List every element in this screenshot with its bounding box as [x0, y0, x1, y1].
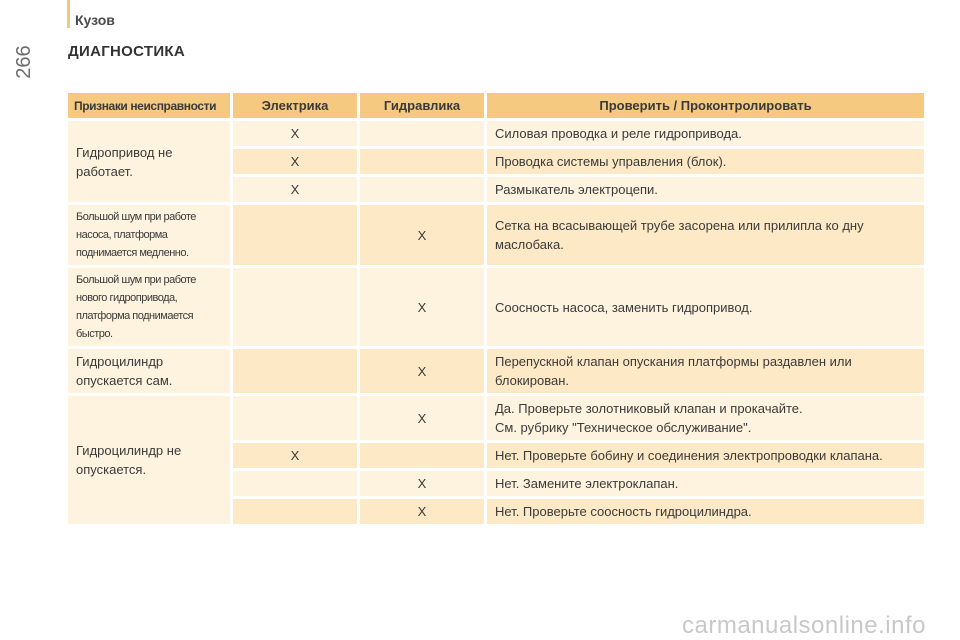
- page-title: ДИАГНОСТИКА: [68, 43, 185, 60]
- action-cell: Нет. Проверьте бобину и соединения электропроводки клапана.: [487, 443, 924, 468]
- action-cell: Нет. Замените электроклапан.: [487, 471, 924, 496]
- electric-cell: [233, 268, 357, 346]
- hydraulic-cell: [360, 177, 484, 202]
- electric-cell: X: [233, 121, 357, 146]
- header-hydraulic: Гидравлика: [360, 93, 484, 118]
- action-line: Да. Проверьте золотниковый клапан и прокачайте.: [495, 401, 803, 416]
- action-cell: Перепускной клапан опускания платформы раздавлен или блокирован.: [487, 349, 924, 393]
- electric-cell: [233, 499, 357, 524]
- table-row: [68, 396, 924, 440]
- action-cell: Силовая проводка и реле гидропривода.: [487, 121, 924, 146]
- electric-cell: [233, 205, 357, 265]
- action-line: См. рубрику "Техническое обслуживание".: [495, 420, 752, 435]
- section-accent-bar: [67, 0, 70, 28]
- hydraulic-cell: [360, 443, 484, 468]
- electric-cell: [233, 471, 357, 496]
- hydraulic-cell: [360, 121, 484, 146]
- action-cell: Сетка на всасывающей трубе засорена или прилипла ко дну маслобака.: [487, 205, 924, 265]
- electric-cell: X: [233, 443, 357, 468]
- action-cell: [487, 396, 924, 440]
- hydraulic-cell: X: [360, 499, 484, 524]
- header-symptoms: Признаки неисправности: [68, 93, 230, 118]
- table-row: [68, 205, 924, 265]
- symptom-cell: Гидропривод не работает.: [68, 121, 230, 202]
- table-row: [68, 268, 924, 346]
- electric-cell: [233, 396, 357, 440]
- table-header-row: [68, 93, 924, 118]
- table-row: [68, 121, 924, 146]
- electric-cell: [233, 349, 357, 393]
- symptom-cell: Гидроцилиндр опускается сам.: [68, 349, 230, 393]
- symptom-cell: Большой шум при работе нового гидропривода, платформа поднимается быстро.: [68, 268, 230, 346]
- symptom-cell: Гидроцилиндр не опускается.: [68, 396, 230, 524]
- action-cell: Соосность насоса, заменить гидропривод.: [487, 268, 924, 346]
- action-cell: Нет. Проверьте соосность гидроцилиндра.: [487, 499, 924, 524]
- header-electric: Электрика: [233, 93, 357, 118]
- electric-cell: X: [233, 149, 357, 174]
- electric-cell: X: [233, 177, 357, 202]
- hydraulic-cell: X: [360, 396, 484, 440]
- hydraulic-cell: X: [360, 471, 484, 496]
- hydraulic-cell: [360, 149, 484, 174]
- hydraulic-cell: X: [360, 349, 484, 393]
- diagnostics-table: [65, 90, 927, 527]
- hydraulic-cell: X: [360, 205, 484, 265]
- hydraulic-cell: X: [360, 268, 484, 346]
- header-check: Проверить / Проконтролировать: [487, 93, 924, 118]
- symptom-cell: Большой шум при работе насоса, платформа поднимается медленно.: [68, 205, 230, 265]
- section-label: Кузов: [75, 12, 115, 28]
- watermark: carmanualsonline.info: [682, 612, 926, 639]
- action-cell: Проводка системы управления (блок).: [487, 149, 924, 174]
- page-number: 266: [13, 45, 35, 79]
- action-cell: Размыкатель электроцепи.: [487, 177, 924, 202]
- table-row: [68, 349, 924, 393]
